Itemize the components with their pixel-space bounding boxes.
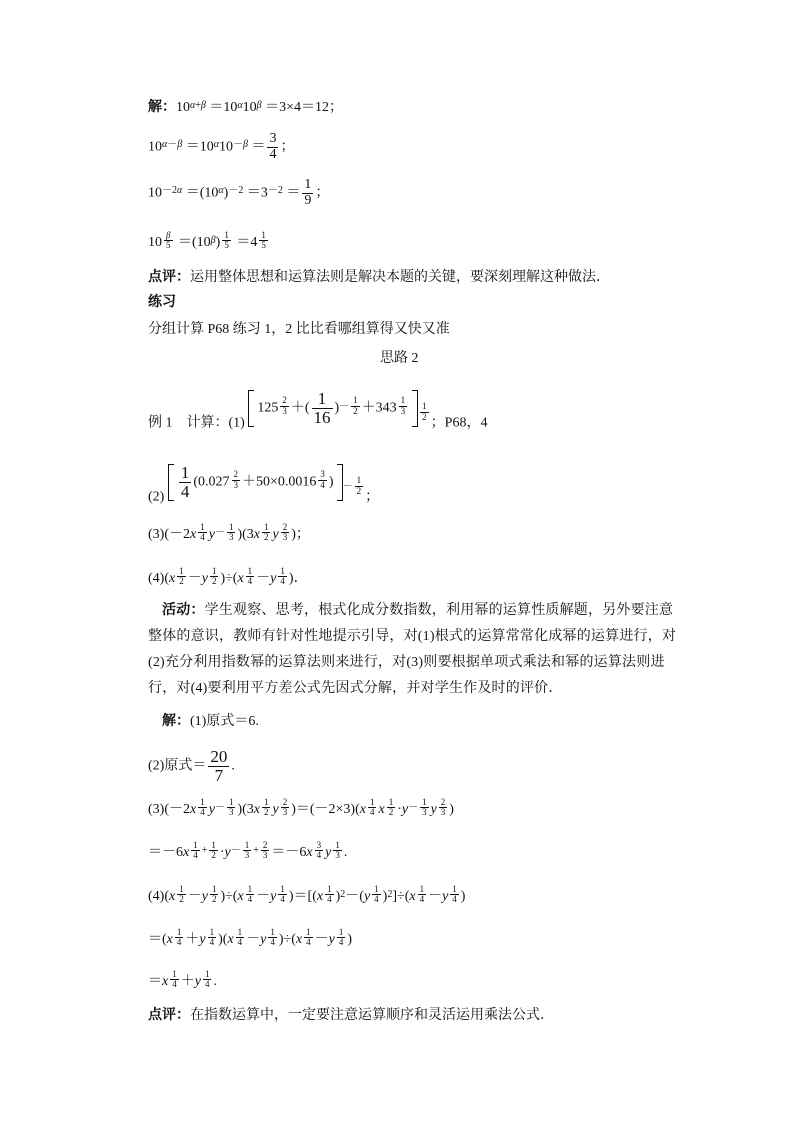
comment1 — [148, 268, 610, 288]
solution1-line2: $10^{\alpha-\beta} =10^\alpha 10^{-\beta}$ ＝ $\frac{3}{4}$ ； — [148, 131, 295, 162]
solution2-label-line: 解：(1)原式＝6. — [148, 712, 259, 732]
example1-item2: (2) $\frac{1}{4}$ (0.027 $^{\frac{2}{3}}$ ＋50×0.0016 $^{\frac{3}{4}}$ ) $^{- \frac{1}{2}}$ ； — [148, 463, 380, 505]
approach-heading: 思路 2 — [380, 351, 419, 366]
fraction: $\frac{20}{7}$ — [210, 747, 228, 785]
activity-label: 活动： — [162, 603, 205, 618]
comment2 — [148, 1006, 554, 1026]
bracket-expression: 125 $^{\frac{2}{3}}$ ＋( $\frac{1}{16}$ )$^{- \frac{1}{2}}$ ＋343 $^{\frac{1}{3}}$ — [248, 390, 418, 427]
practice-title: 练习 — [148, 295, 176, 310]
solution1-line4: 10 $^{\frac{\beta}{5}}$ $=(10^\beta)$ $^{\frac{1}{5}}$ ＝4 $^{\frac{1}{5}}$ — [148, 229, 266, 251]
solution2-a2: (2)原式＝ $\frac{20}{7}$ . — [148, 747, 235, 785]
solution2-a3-line1: (3)(－2x $^{\frac{1}{4}}$ $y^{- \frac{1}{3}}$ )(3x $^{\frac{1}{2}}$ y $^{\frac{2}{3}}$ )＝(－2×3)(x $^{\frac{1}{4}}$ x $^{\frac{1}{2}}$ $\cdot y^{- \frac{1}{3}}$ y $^{\frac{2}{3}}$ ) — [148, 796, 454, 818]
solution1-line1: 解：$10^{\alpha+\beta} =10^\alpha 10^\beta =3\times 4=12$； — [148, 100, 344, 115]
activity-paragraph — [148, 598, 678, 702]
fraction: $\frac{1}{9}$ — [304, 177, 312, 208]
comment-label: 点评： — [148, 270, 190, 285]
activity-text: 学生观察、思考，根式化成分数指数，利用幂的运算性质解题，另外要注意整体的意识，教师有针对性地提示引导，对(1)根式的运算常常化成幂的运算进行，对(2)充分利用指数幂的运算法则来进行，对(3)则要根据单项式乘法和幂的运算法则进行，对(4)要利用平方差公式先因式分解，并对学生作及时的评价． — [148, 603, 677, 696]
example-label: 例 1 计算： — [148, 415, 229, 431]
solution2-a4-line3: ＝x $^{\frac{1}{4}}$ ＋y $^{\frac{1}{4}}$ . — [148, 968, 217, 990]
solution2-a4-line1: (4)(x $^{\frac{1}{2}}$ －y $^{\frac{1}{2}}$ )÷(x $^{\frac{1}{4}}$ －y $^{\frac{1}{4}}$ )＝[(x $^{\frac{1}{4}}$ )$^2$－(y $^{\frac{1}{4}}$ )$^2$]÷(x $^{\frac{1}{4}}$ －y $^{\frac{1}{4}}$ ) — [148, 883, 466, 905]
example1-item1: 例 1 计算：(1) 125 $^{\frac{2}{3}}$ ＋( $\frac{1}{16}$ )$^{- \frac{1}{2}}$ ＋343 $^{\frac{1}{3}}$ $^{\frac{1}{2}}$ ；P68，4 — [148, 389, 488, 431]
example1-item3: (3)(－2x $^{\frac{1}{4}}$ $y^{- \frac{1}{3}}$ )(3x $^{\frac{1}{2}}$ y $^{\frac{2}{3}}$ )； — [148, 521, 310, 543]
practice-text: 分组计算 P68 练习 1，2 比比看哪组算得又快又准 — [148, 322, 450, 337]
comment-text: 运用整体思想和运算法则是解决本题的关键，要深刻理解这种做法． — [190, 270, 610, 285]
comment-text: 在指数运算中，一定要注意运算顺序和灵活运用乘法公式． — [190, 1008, 554, 1023]
solution2-a4-line2: ＝(x $^{\frac{1}{4}}$ ＋y $^{\frac{1}{4}}$ )(x $^{\frac{1}{4}}$ －y $^{\frac{1}{4}}$ )÷(x $^{\frac{1}{4}}$ －y $^{\frac{1}{4}}$ ) — [148, 926, 352, 948]
solution1-line3: $10^{-2\alpha} =(10^\alpha)^{-2} =3^{-2}$ ＝ $\frac{1}{9}$ ； — [148, 177, 330, 208]
comment-label: 点评： — [148, 1008, 190, 1023]
solution-label: 解： — [148, 100, 176, 115]
bracket-expression: $\frac{1}{4}$ (0.027 $^{\frac{2}{3}}$ ＋50×0.0016 $^{\frac{3}{4}}$ ) — [168, 464, 343, 501]
fraction: $\frac{3}{4}$ — [269, 131, 277, 162]
solution2-a3-line2: ＝－6x $^{\frac{1}{4} + \frac{1}{2}}$ $\cdot y^{- \frac{1}{3} + \frac{2}{3}}$ ＝－6x $^{\frac{3}{4}}$ y $^{\frac{1}{3}}$ . — [148, 839, 348, 861]
example1-item4: (4)(x $^{\frac{1}{2}}$ －y $^{\frac{1}{2}}$ )÷(x $^{\frac{1}{4}}$ －y $^{\frac{1}{4}}$ )． — [148, 565, 308, 587]
solution-label: 解： — [162, 714, 190, 729]
